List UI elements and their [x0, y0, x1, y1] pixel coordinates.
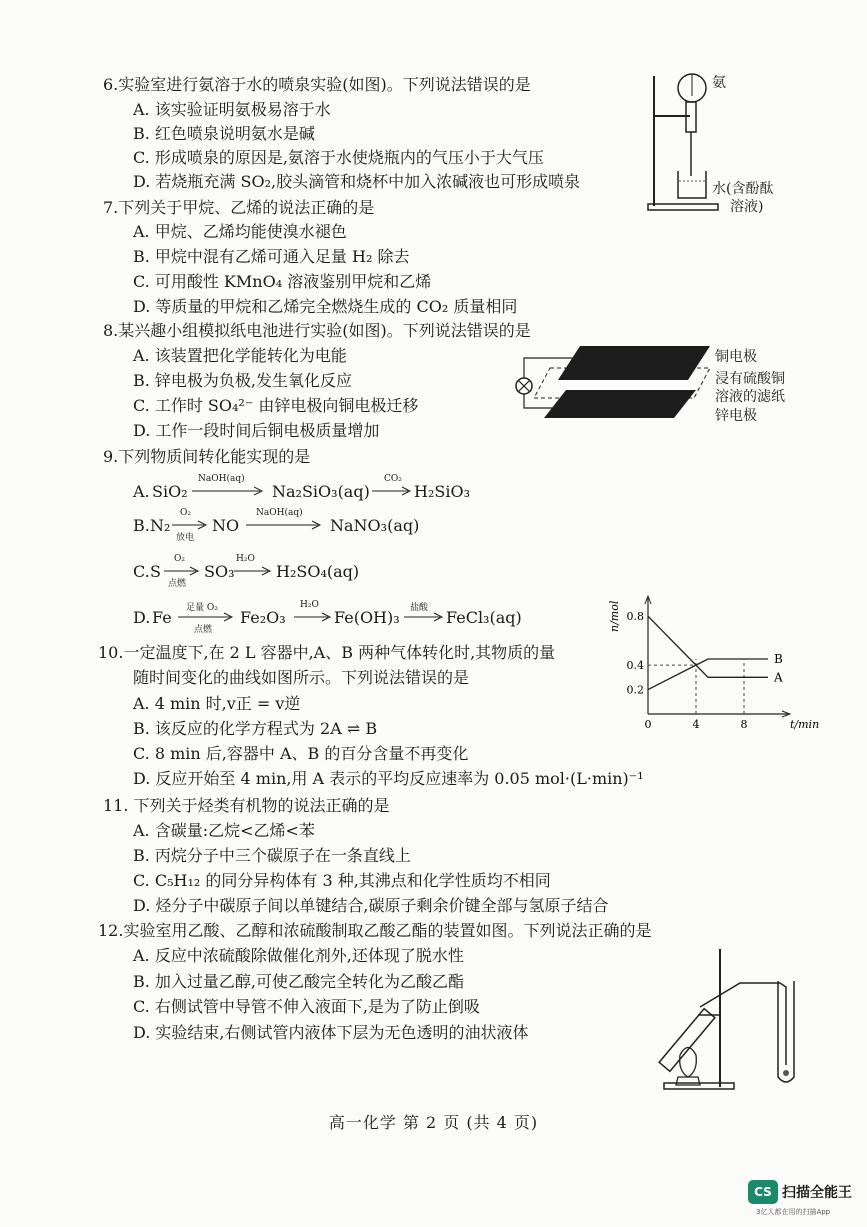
- q9c-condition-1b: 点燃: [168, 579, 187, 589]
- q6-option-c: C. 形成喷泉的原因是,氨溶于水使烧瓶内的气压小于大气压: [133, 148, 544, 167]
- y-tick-label: 0.2: [626, 683, 644, 697]
- q10-amount-time-chart: [600, 598, 820, 758]
- q9b-species-3: NaNO₃(aq): [330, 516, 420, 535]
- q8-option-b: B. 锌电极为负极,发生氧化反应: [133, 371, 353, 390]
- q9d-species-1: Fe: [152, 608, 172, 627]
- q9d-condition-3: 盐酸: [410, 603, 429, 613]
- q8-option-d: D. 工作一段时间后铜电极质量增加: [133, 421, 380, 440]
- q9c-arrow-2: [234, 566, 272, 576]
- filter-paper-label-line1: 浸有硫酸铜: [715, 371, 785, 387]
- series-label-B: B: [774, 652, 783, 666]
- q9d-label: D.: [133, 608, 151, 627]
- q9c-label: C.: [133, 562, 150, 581]
- q11-option-c: C. C₅H₁₂ 的同分异构体有 3 种,其沸点和化学性质均不相同: [133, 871, 551, 890]
- q6-stem: 6.实验室进行氨溶于水的喷泉实验(如图)。下列说法错误的是: [103, 75, 531, 94]
- q12-option-a: A. 反应中浓硫酸除做催化剂外,还体现了脱水性: [133, 946, 464, 965]
- q9b-arrow-1: [172, 520, 208, 530]
- x-tick-label: 0: [644, 718, 652, 731]
- q9d-species-3: Fe(OH)₃: [334, 608, 400, 627]
- q9a-species-1: SiO₂: [152, 482, 188, 501]
- q10-option-d: D. 反应开始至 4 min,用 A 表示的平均反应速率为 0.05 mol·(L·min)⁻¹: [133, 769, 644, 788]
- q12-option-b: B. 加入过量乙醇,可使乙酸完全转化为乙酸乙酯: [133, 972, 465, 991]
- q9d-arrow-2: [294, 612, 332, 622]
- series-label-A: A: [774, 670, 783, 685]
- q12-stem: 12.实验室用乙酸、乙醇和浓硫酸制取乙酸乙酯的装置如图。下列说法正确的是: [98, 921, 652, 940]
- q8-option-c: C. 工作时 SO₄²⁻ 由锌电极向铜电极迁移: [133, 396, 419, 415]
- q9d-species-2: Fe₂O₃: [240, 608, 286, 627]
- q9d-arrow-3: [404, 612, 444, 622]
- y-tick-label: 0.4: [626, 659, 644, 673]
- q11-option-d: D. 烃分子中碳原子间以单键结合,碳原子剩余价键全部与氢原子结合: [133, 896, 609, 915]
- q11-option-b: B. 丙烷分子中三个碳原子在一条直线上: [133, 846, 411, 865]
- x-tick-label: 8: [740, 718, 748, 731]
- q9-stem: 9.下列物质间转化能实现的是: [103, 447, 311, 466]
- q10-option-c: C. 8 min 后,容器中 A、B 的百分含量不再变化: [133, 744, 469, 763]
- water-label-line1: 水(含酚酞: [712, 181, 774, 197]
- q9a-species-2: Na₂SiO₃(aq): [272, 482, 370, 501]
- q11-option-a: A. 含碳量:乙烷<乙烯<苯: [133, 821, 315, 840]
- q9b-species-2: NO: [212, 516, 240, 535]
- q7-option-b: B. 甲烷中混有乙烯可通入足量 H₂ 除去: [133, 247, 410, 266]
- ammonia-label: 氨: [712, 75, 726, 91]
- q8-stem: 8.某兴趣小组模拟纸电池进行实验(如图)。下列说法错误的是: [103, 321, 531, 340]
- q10-stem-line2: 随时间变化的曲线如图所示。下列说法错误的是: [133, 668, 470, 687]
- q9d-condition-1b: 点燃: [194, 625, 213, 635]
- q9a-arrow-1: [192, 486, 264, 496]
- q9c-species-1: S: [150, 562, 161, 581]
- q9b-species-1: N₂: [150, 516, 171, 535]
- q7-option-a: A. 甲烷、乙烯均能使溴水褪色: [133, 222, 347, 241]
- q9a-condition-2: CO₂: [384, 474, 402, 484]
- q12-option-c: C. 右侧试管中导管不伸入液面下,是为了防止倒吸: [133, 997, 480, 1016]
- copper-electrode-label: 铜电极: [715, 349, 757, 365]
- scanner-logo-badge: CS: [748, 1180, 778, 1204]
- y-tick-label: 0.8: [626, 610, 644, 624]
- scanner-app-name: 扫描全能王: [782, 1185, 852, 1201]
- series-line-A: [648, 616, 768, 677]
- q9c-species-3: H₂SO₄(aq): [276, 562, 360, 581]
- q9d-condition-1: 足量 O₂: [186, 603, 218, 613]
- filter-paper-label-line2: 溶液的滤纸: [715, 389, 785, 405]
- q9a-condition-1: NaOH(aq): [198, 474, 245, 484]
- q9c-condition-2: H₂O: [236, 554, 255, 564]
- q9b-condition-2: NaOH(aq): [256, 508, 303, 518]
- q9a-arrow-2: [372, 486, 412, 496]
- paper-battery-figure: [510, 340, 710, 430]
- scanner-tagline: 3亿人都在用的扫描App: [756, 1208, 831, 1216]
- q9d-condition-2: H₂O: [300, 600, 319, 610]
- q9c-condition-1: O₂: [174, 554, 185, 564]
- q6-option-d: D. 若烧瓶充满 SO₂,胶头滴管和烧杯中加入浓碱液也可形成喷泉: [133, 172, 581, 191]
- q9d-arrow-1: [178, 612, 234, 622]
- q10-option-b: B. 该反应的化学方程式为 2A ⇌ B: [133, 719, 378, 738]
- q10-option-a: A. 4 min 时,v正 = v逆: [133, 694, 301, 713]
- x-axis-label: t/min: [790, 718, 820, 731]
- page-footer: 高一化学 第 2 页 (共 4 页): [328, 1113, 539, 1132]
- q9b-arrow-2: [246, 520, 322, 530]
- series-line-B: [648, 659, 768, 690]
- x-tick-label: 4: [692, 718, 700, 731]
- q7-option-c: C. 可用酸性 KMnO₄ 溶液鉴别甲烷和乙烯: [133, 272, 432, 291]
- q8-option-a: A. 该装置把化学能转化为电能: [133, 346, 347, 365]
- q9c-arrow-1: [164, 566, 200, 576]
- q12-option-d: D. 实验结束,右侧试管内液体下层为无色透明的油状液体: [133, 1023, 529, 1042]
- q10-stem-line1: 10.一定温度下,在 2 L 容器中,A、B 两种气体转化时,其物质的量: [98, 643, 556, 662]
- q9c-species-2: SO₃: [204, 562, 235, 581]
- ethyl-acetate-apparatus-figure: [660, 945, 810, 1095]
- zinc-electrode-label: 锌电极: [715, 408, 757, 424]
- q9d-species-4: FeCl₃(aq): [446, 608, 522, 627]
- q9a-label: A.: [133, 482, 150, 501]
- scanner-watermark: [748, 1180, 856, 1220]
- q9b-condition-1: O₂: [180, 508, 191, 518]
- q9a-species-3: H₂SiO₃: [414, 482, 470, 501]
- q6-option-a: A. 该实验证明氨极易溶于水: [133, 100, 331, 119]
- q6-option-b: B. 红色喷泉说明氨水是碱: [133, 124, 315, 143]
- q9b-condition-1b: 放电: [176, 533, 195, 543]
- q11-stem: 11. 下列关于烃类有机物的说法正确的是: [103, 796, 390, 815]
- q7-stem: 7.下列关于甲烷、乙烯的说法正确的是: [103, 198, 375, 217]
- fountain-apparatus-figure: [640, 66, 720, 216]
- water-label-line2: 溶液): [730, 199, 764, 215]
- y-axis-label: n/mol: [608, 600, 621, 632]
- q9b-label: B.: [133, 516, 150, 535]
- q7-option-d: D. 等质量的甲烷和乙烯完全燃烧生成的 CO₂ 质量相同: [133, 297, 518, 316]
